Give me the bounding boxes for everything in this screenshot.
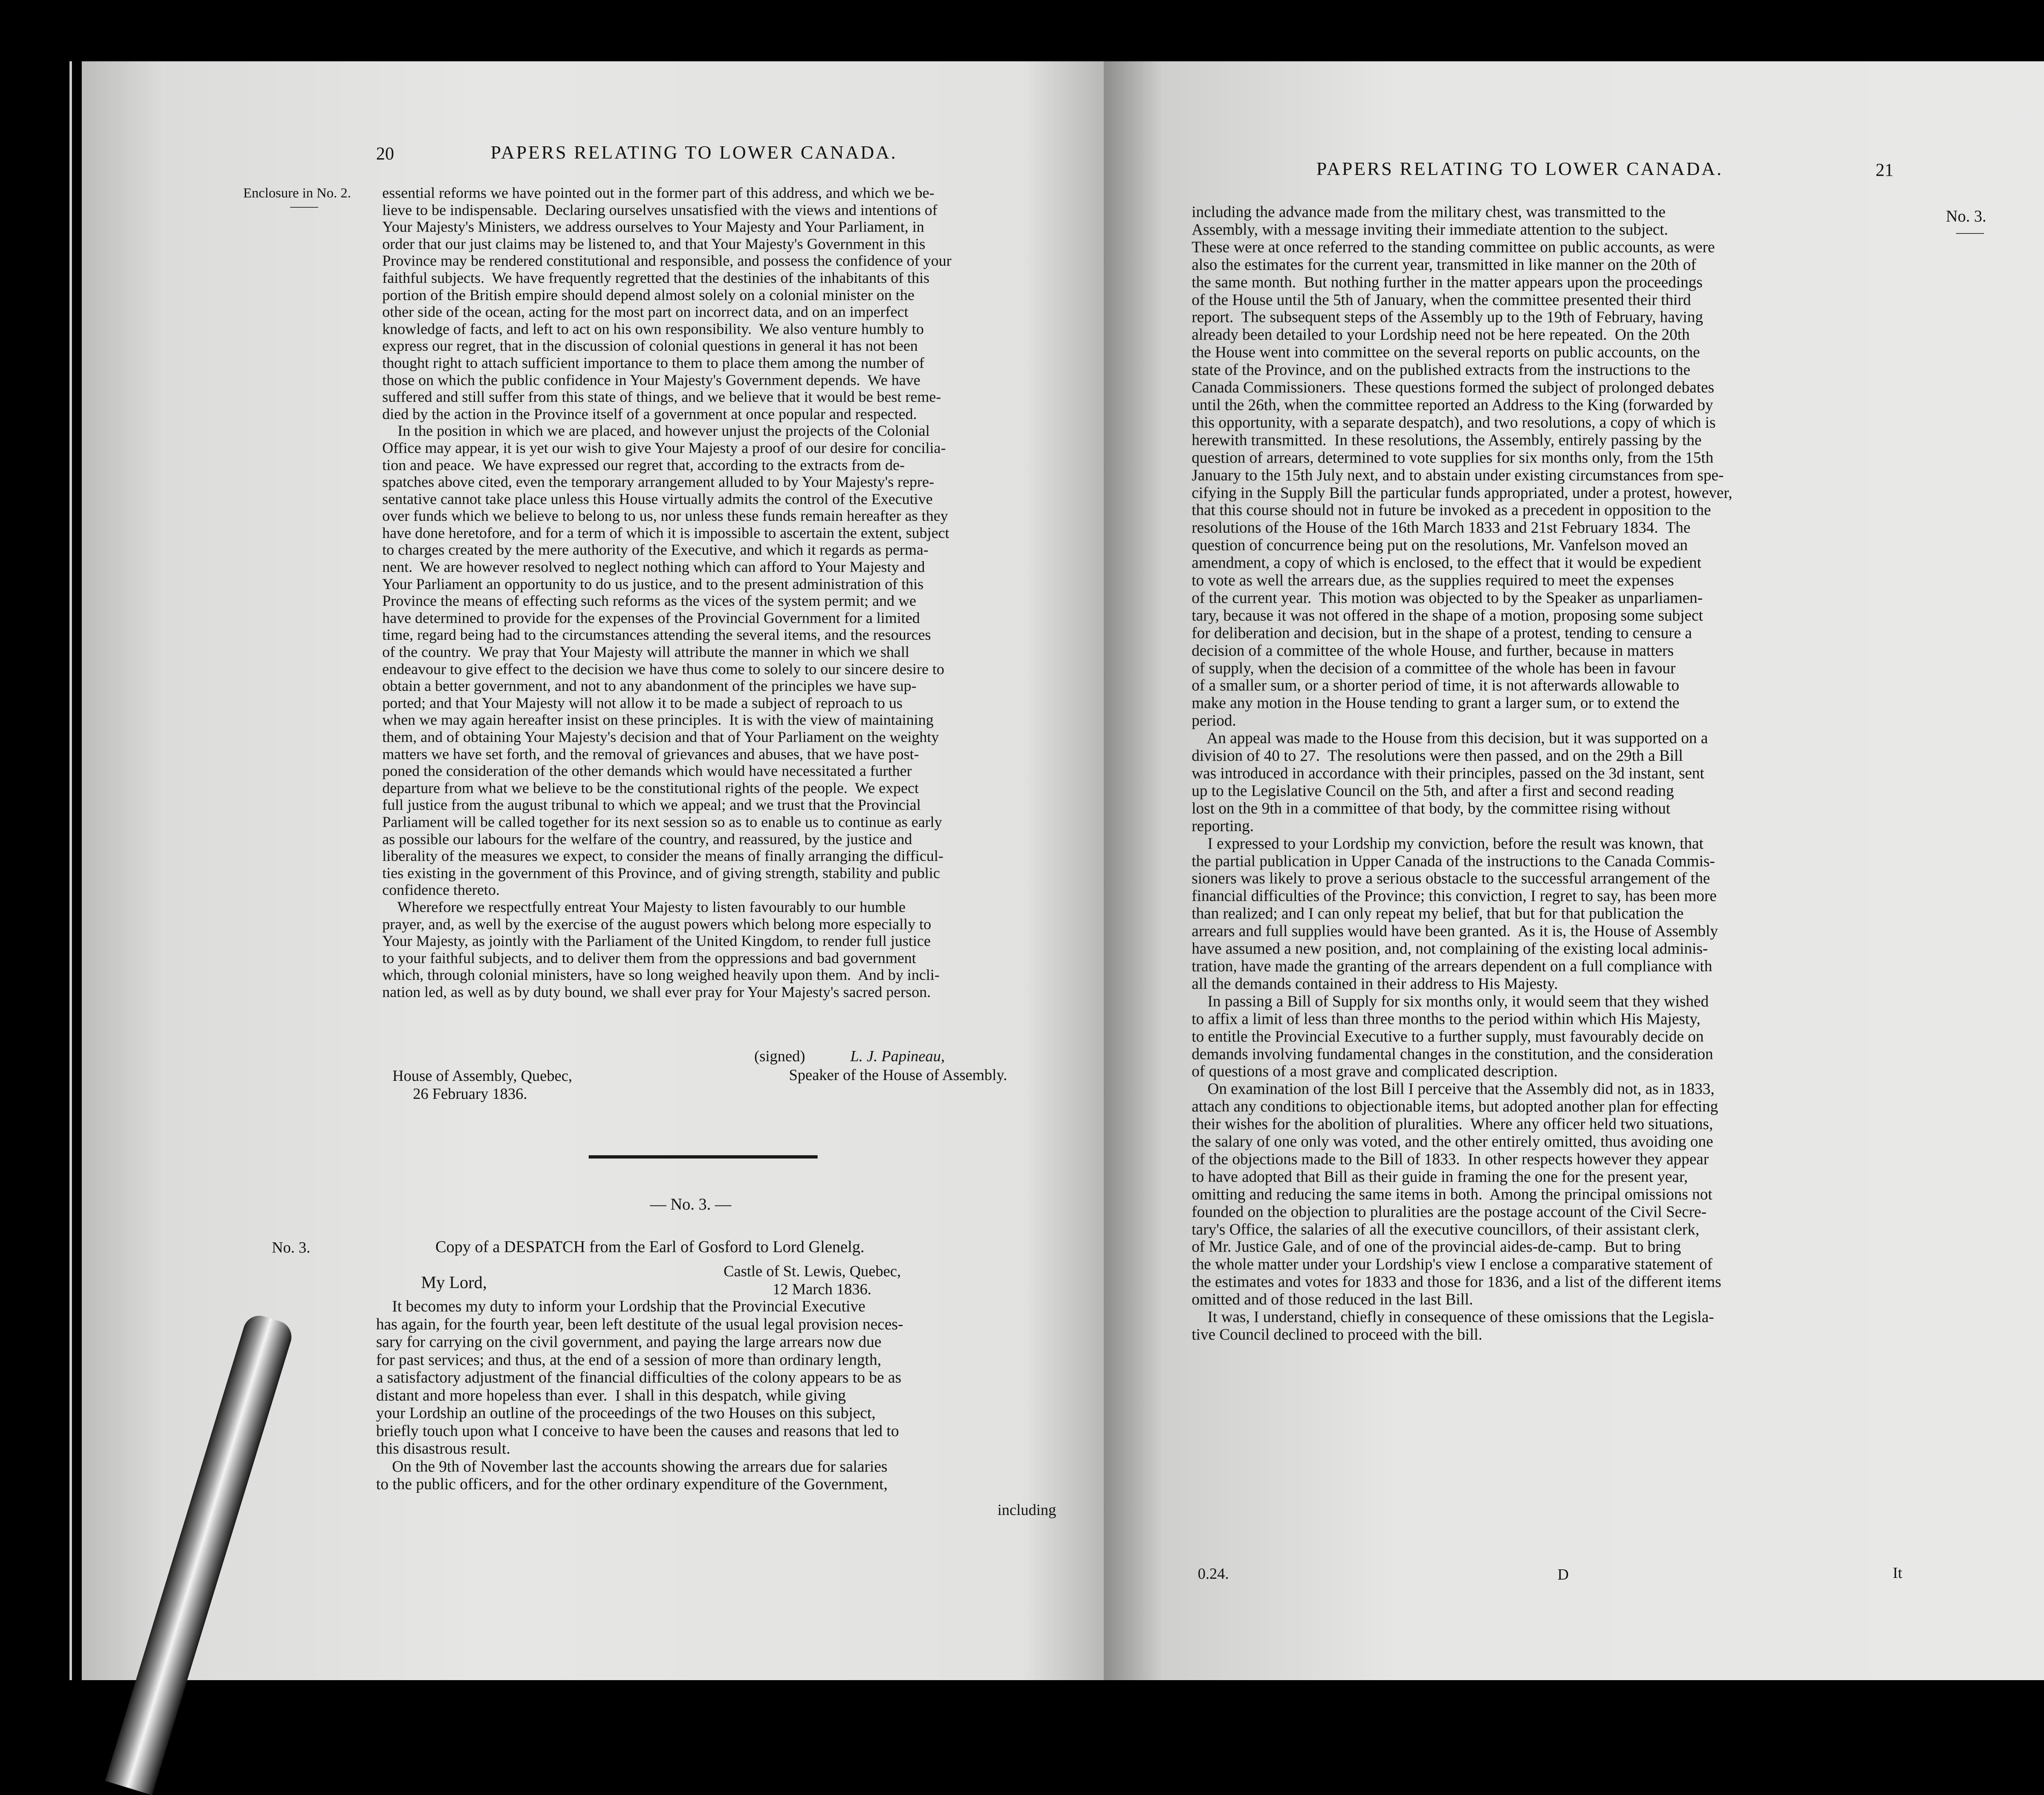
despatch-place: Castle of St. Lewis, Quebec, (724, 1263, 901, 1280)
section-heading-no3: — No. 3. — (650, 1195, 731, 1213)
right-page (1104, 61, 2044, 1680)
right-margin-dash: —— (1956, 225, 1984, 240)
address-date: 26 February 1836. (413, 1085, 527, 1103)
right-catchword: It (1893, 1564, 1903, 1582)
enclosure-margin-note: Enclosure in No. 2. (243, 186, 351, 201)
address-place: House of Assembly, Quebec, (392, 1067, 572, 1085)
footer-signature-letter: D (1558, 1566, 1569, 1583)
signatory-name: L. J. Papineau, (850, 1048, 945, 1065)
signed-label: (signed) (754, 1048, 805, 1065)
report-body-text: including the advance made from the military chest, was transmitted to the Assembly, with a message inviting their immediate attention to the subject. These were at once referred to the standing committee on public accounts, as were also the estimates for the current year, transmitted in like manner on the 20th of the same month. But nothing further in the matter appears upon the proceedings of the House until the 5th of January, when the committee presented their third report. The subsequent steps of the Assembly up to the 19th of February, having already been detailed to your Lordship need not be here repeated. On the 20th the House went into committee on the several reports on public accounts, on the state of the Province, and on the published extracts from the instructions to the Canada Commissioners. These questions formed the subject of prolonged debates until the 26th, when the committee reported an Address to the King (forwarded by this opportunity, with a separate despatch), and two resolutions, a copy of which is herewith transmitted. In these resolutions, the Assembly, entirely passing by the question of arrears, determined to vote supplies for six months only, from the 15th January to the 15th July next, and to abstain under existing circumstances from spe- cifying in the Supply Bill the particular funds appropriated, under a protest, however, that this course should not in future be invoked as a precedent in opposition to the resolutions of the House of the 16th March 1833 and 21st February 1834. The question of concurrence being put on the resolutions, Mr. Vanfelson moved an amendment, a copy of which is enclosed, to the effect that it would be expedient to vote as well the arrears due, as the supplies required to meet the expenses of the current year. This motion was objected to by the Speaker as unparliamen- tary, because it was not offered in the shape of a motion, proposing some subject for deliberation and decision, but in the shape of a protest, tending to censure a decision of a committee of the whole House, and further, because in matters of supply, when the decision of a committee of the whole has been in favour of a smaller sum, or a shorter period of time, it is not afterwards allowable to make any motion in the House tending to grant a larger sum, or to extend the period. An appeal was made to the House from this decision, but it was supported on a division of 40 to 27. The resolutions were then passed, and on the 29th a Bill was introduced in accordance with their principles, passed on the 3d instant, sent up to the Legislative Council on the 5th, and after a first and second reading lost on the 9th in a committee of that body, by the committee rising without reporting. I expressed to your Lordship my conviction, before the result was known, that the partial publication in Upper Canada of the instructions to the Canada Commis- sioners was likely to prove a serious obstacle to the successful arrangement of the financial difficulties of the Province; this conviction, I regret to say, has been more than realized; and I can only repeat my belief, that but for that publication the arrears and full supplies would have been granted. As it is, the House of Assembly have assumed a new position, and, not complaining of the existing local adminis- tration, have made the granting of the arrears dependent on a full compliance with all the demands contained in their address to His Majesty. In passing a Bill of Supply for six months only, it would seem that they wished to affix a limit of less than three months to the period within which His Majesty, to entitle the Provincial Executive to a further supply, must favourably decide on demands involving fundamental changes in the constitution, and the consideration of questions of a most grave and complicated description. On examination of the lost Bill I perceive that the Assembly did not, as in 1833, attach any conditions to objectionable items, but adopted another plan for effecting their wishes for the abolition of pluralities. Where any officer held two situations, the salary of one only was voted, and the other entirely omitted, thus avoiding one of the objections made to the Bill of 1833. In other respects however they appear to have adopted that Bill as their guide in framing the one for the present year, omitting and reducing the same items in both. Among the principal omissions not founded on the objection to pluralities are the postage account of the Civil Secre- tary's Office, the salaries of all the executive councillors, of their assistant clerk, of Mr. Justice Gale, and of one of the provincial aides-de-camp. But to bring the whole matter under your Lordship's view I enclose a comparative statement of the estimates and votes for 1833 and those for 1836, and a list of the different items omitted and of those reduced in the last Bill. It was, I understand, chiefly in consequence of these omissions that the Legisla- tive Council declined to proceed with the bill. (1192, 203, 1732, 1343)
footer-signature-mark: 0.24. (1198, 1565, 1229, 1582)
despatch-title: Copy of a DESPATCH from the Earl of Gosford to Lord Glenelg. (435, 1237, 865, 1256)
despatch-body-text: It becomes my duty to inform your Lordship that the Provincial Executive has again, for the fourth year, been left destitute of the usual legal provision neces- sary for carrying on the civil government, and paying the large arrears now due for past services; and thus, at the end of a session of more than ordinary length, a satisfactory adjustment of the financial difficulties of the colony appears to be as distant and more hopeless than ever. I shall in this despatch, while giving your Lordship an outline of the proceedings of the two Houses on this subject, briefly touch upon what I conceive to have been the causes and reasons that led to this disastrous result. On the 9th of November last the accounts showing the arrears due for salaries to the public officers, and for the other ordinary expenditure of the Government, (376, 1298, 903, 1493)
left-catchword: including (997, 1501, 1056, 1519)
section-divider-rule (589, 1155, 818, 1159)
frame-number: 528 (1991, 103, 2041, 140)
enclosure-margin-dash: —— (290, 199, 318, 214)
right-page-number: 21 (1876, 160, 1894, 180)
signatory-title: Speaker of the House of Assembly. (789, 1067, 1007, 1084)
left-page-number: 20 (376, 143, 394, 164)
address-body-text: essential reforms we have pointed out in the former part of this address, and which we be- lieve to be indispensable. Declaring ourselves unsatisfied with the views and intentions of Your Majesty's Ministers, we address ourselves to Your Majesty and Your Parliament, in order that our just claims may be listened to, and that Your Majesty's Government in this Province may be rendered constitutional and responsible, and possess the confidence of your faithful subjects. We have frequently regretted that the destinies of the inhabitants of this portion of the British empire should depend almost solely on a colonial minister on the other side of the ocean, acting for the most part on incorrect data, and on an imperfect knowledge of facts, and left to act on his own responsibility. We also venture humbly to express our regret, that in the discussion of colonial questions in general it has not been thought right to attach sufficient importance to them to place them among the number of those on which the public confidence in Your Majesty's Government depends. We have suffered and still suffer from this state of things, and we believe that it would be best reme- died by the action in the Province itself of a government at once popular and respected. In the position in which we are placed, and however unjust the projects of the Colonial Office may appear, it is yet our wish to give Your Majesty a proof of our desire for concilia- tion and peace. We have expressed our regret that, according to the extracts from de- spatches above cited, even the temporary arrangement alluded to by Your Majesty's repre- sentative cannot take place unless this House virtually admits the control of the Executive over funds which we believe to belong to us, nor unless these funds remain hereafter as they have done heretofore, and for a term of which it is impossible to ascertain the extent, subject to charges created by the mere authority of the Executive, and which it regards as perma- nent. We are however resolved to neglect nothing which can afford to Your Majesty and Your Parliament an opportunity to do us justice, and to the present administration of this Province the means of effecting such reforms as the vices of the system permit; and we have determined to provide for the expenses of the Provincial Government for a limited time, regard being had to the circumstances attending the several items, and the resources of the country. We pray that Your Majesty will attribute the manner in which we shall endeavour to give effect to the decision we have thus come to solely to our sincere desire to obtain a better government, and not to any abandonment of the principles we have sup- ported; and that Your Majesty will not allow it to be made a subject of reproach to us when we may again hereafter insist on these principles. It is with the view of maintaining them, and of obtaining Your Majesty's decision and that of Your Parliament on the weighty matters we have set forth, and the removal of grievances and abuses, that we have post- poned the consideration of the other demands which would have necessitated a further departure from what we believe to be the constitutional rights of the people. We expect full justice from the august tribunal to which we appeal; and we trust that the Provincial Parliament will be called together for its next session so as to enable us to continue as early as possible our labours for the welfare of the country, and reassured, by the justice and liberality of the measures we expect, to consider the means of finally arranging the difficul- ties existing in the government of this Province, and of giving strength, stability and public confidence thereto. Wherefore we respectfully entreat Your Majesty to listen favourably to our humble prayer, and, as well by the exercise of the august powers which belong more especially to Your Majesty, as jointly with the Parliament of the United Kingdom, to render full justice to your faithful subjects, and to deliver them from the oppressions and bad government which, through colonial ministers, have so long weighed heavily upon them. And by incli- nation led, as well as by duty bound, we shall ever pray for Your Majesty's sacred person. (382, 185, 952, 1001)
page-edge (69, 61, 72, 1680)
despatch-date: 12 March 1836. (773, 1281, 872, 1298)
right-margin-no3: No. 3. (1946, 207, 1986, 225)
despatch-salutation: My Lord, (421, 1273, 487, 1292)
right-page-header: PAPERS RELATING TO LOWER CANADA. (1316, 158, 1723, 179)
left-page-header: PAPERS RELATING TO LOWER CANADA. (491, 142, 897, 163)
left-margin-no3: No. 3. (272, 1239, 310, 1256)
